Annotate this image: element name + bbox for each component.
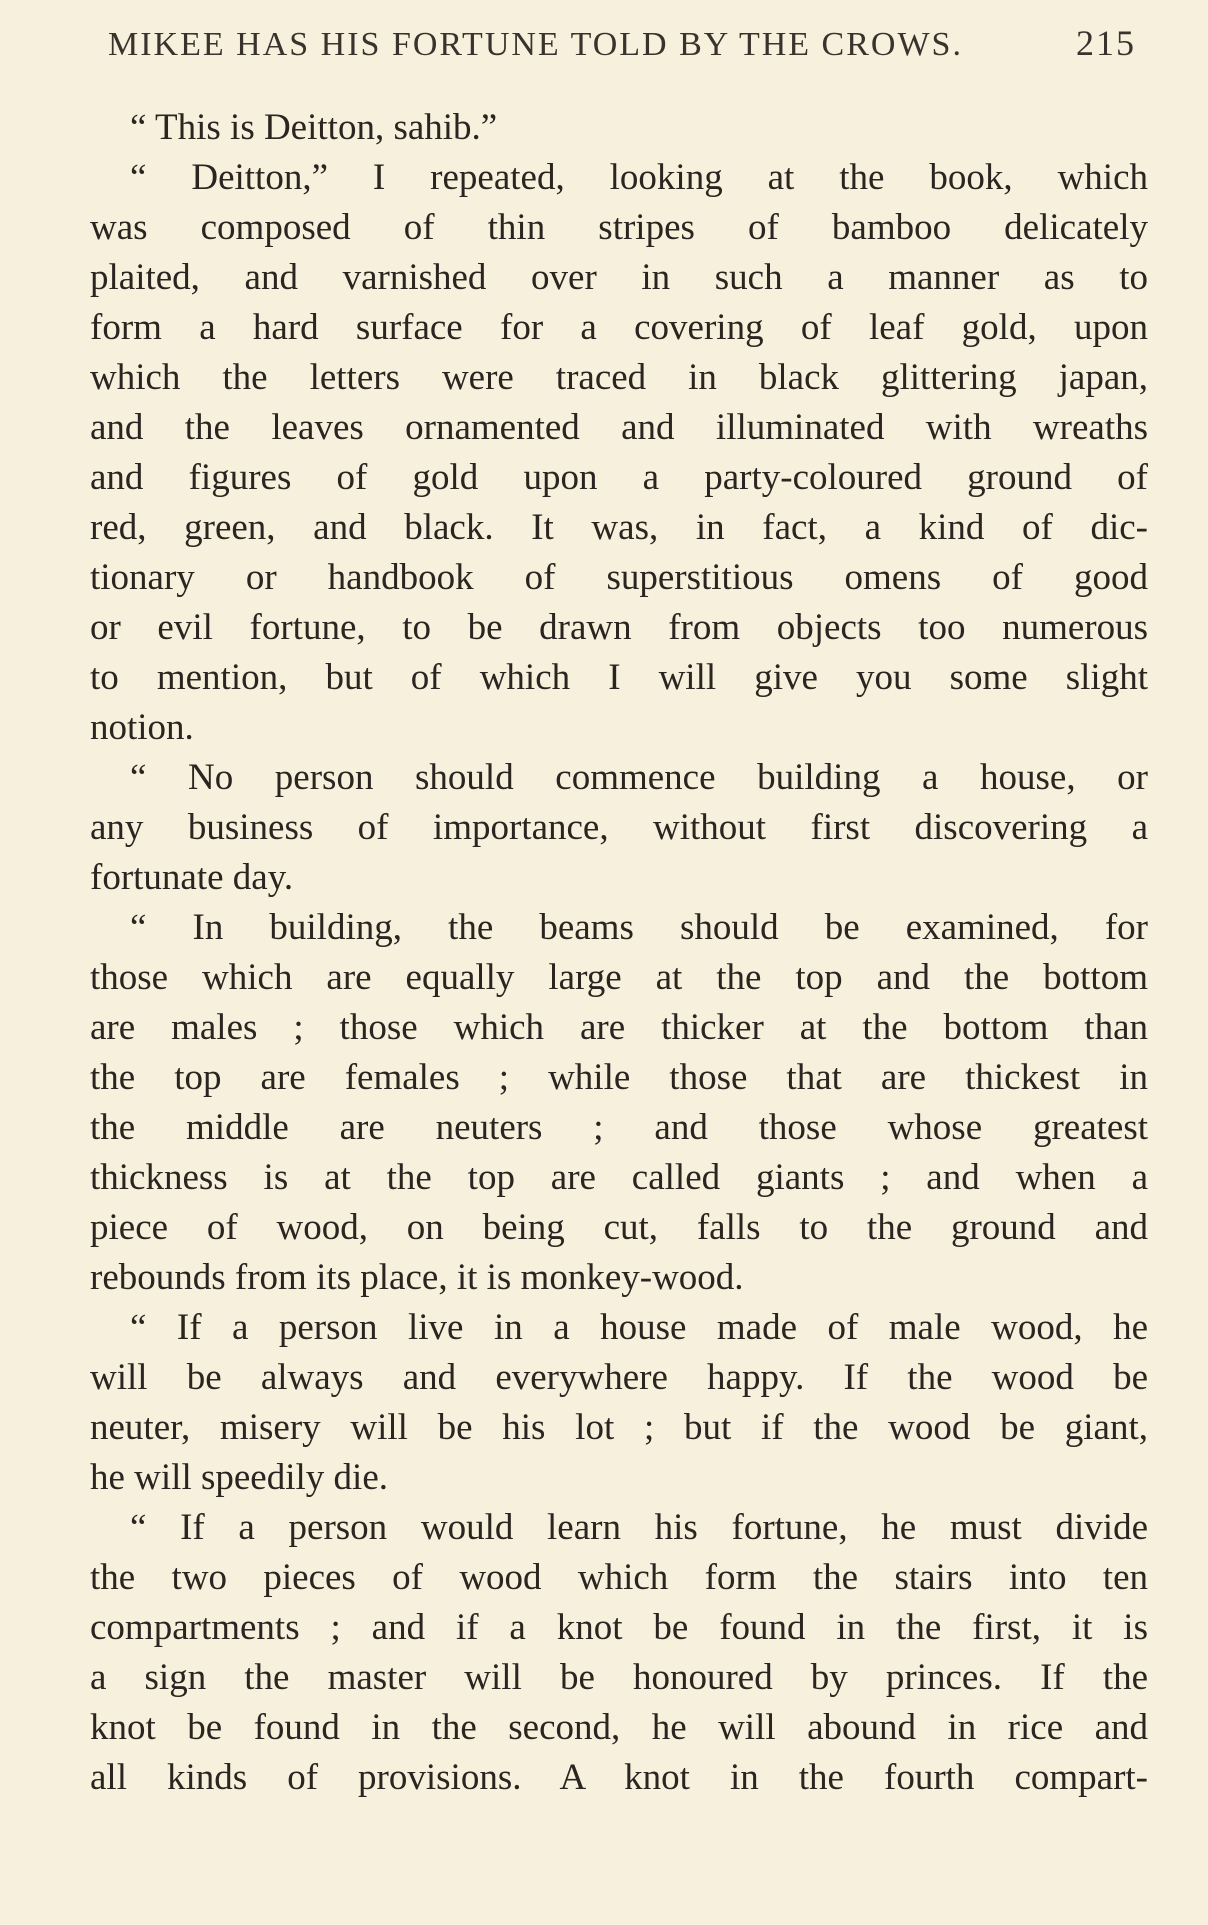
text-line: he will speedily die. — [90, 1457, 388, 1498]
text-line: and the leaves ornamented and illuminated with wreaths — [90, 407, 1148, 448]
body-text — [90, 103, 1148, 1803]
text-line: “ Deitton,” I repeated, looking at the book, which — [130, 157, 1148, 198]
text-line: the top are females ; while those that are thickest in — [90, 1057, 1148, 1098]
text-line: was composed of thin stripes of bamboo delicately — [90, 207, 1148, 248]
text-line: knot be found in the second, he will abound in rice and — [90, 1707, 1148, 1748]
text-line: “ No person should commence building a house, or — [130, 757, 1148, 798]
text-line: form a hard surface for a covering of leaf gold, upon — [90, 307, 1148, 348]
text-line: compartments ; and if a knot be found in the first, it is — [90, 1607, 1148, 1648]
page-number: 215 — [1076, 23, 1136, 63]
text-line: thickness is at the top are called giants ; and when a — [90, 1157, 1148, 1198]
text-line: tionary or handbook of superstitious omens of good — [90, 557, 1148, 598]
text-line: fortunate day. — [90, 857, 294, 898]
text-line: to mention, but of which I will give you some slight — [90, 657, 1148, 698]
text-line: which the letters were traced in black glittering japan, — [90, 357, 1148, 398]
text-line: “ If a person would learn his fortune, he must divide — [130, 1507, 1148, 1548]
text-line: a sign the master will be honoured by princes. If the — [90, 1657, 1148, 1698]
text-line: piece of wood, on being cut, falls to the ground and — [90, 1207, 1148, 1248]
text-line: all kinds of provisions. A knot in the fourth compart- — [90, 1757, 1148, 1798]
text-line: rebounds from its place, it is monkey-wood. — [90, 1257, 744, 1298]
text-line: or evil fortune, to be drawn from objects too numerous — [90, 607, 1148, 648]
text-line: “ If a person live in a house made of male wood, he — [130, 1307, 1148, 1348]
text-line: the middle are neuters ; and those whose greatest — [90, 1107, 1148, 1148]
text-line: “ In building, the beams should be examined, for — [130, 907, 1148, 948]
text-line: any business of importance, without first discovering a — [90, 807, 1148, 848]
running-title: MIKEE HAS HIS FORTUNE TOLD BY THE CROWS. — [108, 26, 963, 63]
text-line: plaited, and varnished over in such a manner as to — [90, 257, 1148, 298]
text-line: “ This is Deitton, sahib.” — [130, 107, 498, 148]
text-line: notion. — [90, 707, 194, 748]
text-line: and figures of gold upon a party-coloured ground of — [90, 457, 1148, 498]
text-line: will be always and everywhere happy. If the wood be — [90, 1357, 1148, 1398]
running-head — [108, 22, 1136, 72]
text-line: neuter, misery will be his lot ; but if the wood be giant, — [90, 1407, 1148, 1448]
text-line: the two pieces of wood which form the stairs into ten — [90, 1557, 1148, 1598]
text-line: red, green, and black. It was, in fact, a kind of dic- — [90, 507, 1148, 548]
text-line: are males ; those which are thicker at the bottom than — [90, 1007, 1148, 1048]
text-line: those which are equally large at the top and the bottom — [90, 957, 1148, 998]
